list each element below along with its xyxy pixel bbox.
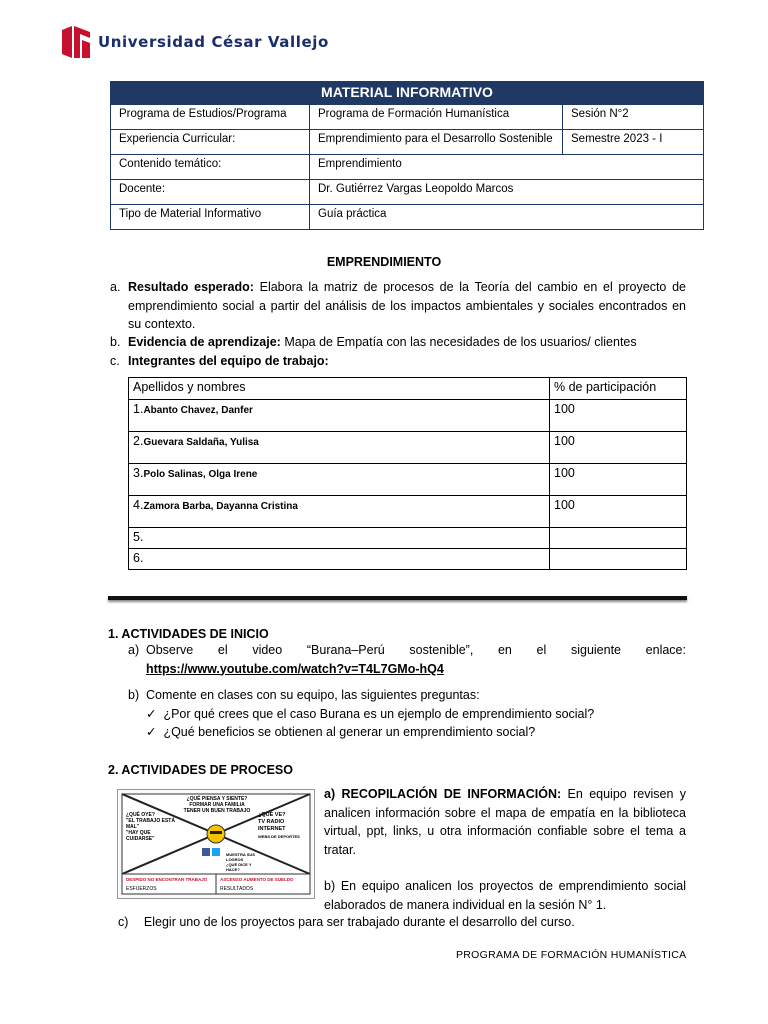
row-num: 4. [133,498,144,512]
check-icon: ✓ [146,725,157,739]
info-label: Programa de Estudios/Programa [111,105,310,130]
info-table [110,81,704,230]
info-label: Docente: [111,180,310,205]
item-b [110,333,686,352]
row-num: 1. [133,402,144,416]
item-label: RECOPILACIÓN DE INFORMACIÓN: [341,787,562,801]
table-row [111,205,704,230]
item-letter: a. [110,280,121,294]
item-text: Elegir uno de los proyectos para ser trabajado durante el desarrollo del curso. [143,915,575,929]
question-1: ¿Por qué crees que el caso Burana es un ejemplo de emprendimiento social? [163,706,595,721]
act1-b [128,686,686,742]
row-num: 6. [133,551,144,565]
act1-a-text: Observe el video “Burana–Perú sostenible”, en el siguiente enlace: [146,643,686,657]
info-value: Guía práctica [310,205,704,230]
item-letter: a) [128,643,140,657]
check-icon: ✓ [146,706,157,721]
act2-a [324,785,686,859]
map-hear-2: "HAY QUE CUIDARSE" [126,830,155,842]
section-title: EMPRENDIMIENTO [326,255,442,269]
table-row [111,130,704,155]
table-row [111,155,704,180]
table-row [129,464,687,496]
info-value: Emprendimiento para el Desarrollo Sostenible [310,130,563,155]
info-value: Programa de Formación Humanística [310,105,563,130]
act1-a [128,641,686,678]
map-think-2: TENER UN BUEN TRABAJO [183,808,251,814]
item-label: Resultado esperado: [128,280,254,294]
map-gain: ASCENSO AUMENTO DE SUELDO [220,877,294,882]
act1-title: 1. ACTIVIDADES DE INICIO [108,627,269,641]
map-gain-label: RESULTADOS [220,886,254,892]
team-table [128,377,687,570]
map-see-3: WEBS DE DEPORTES [258,834,300,839]
map-pain: DESPIDO NO ENCONTRAR TRABAJO [126,877,208,882]
item-letter: b) [128,688,140,702]
info-label: Experiencia Curricular: [111,130,310,155]
map-say-do: ¿QUÉ DICE Y HACE? [226,862,252,872]
info-extra: Semestre 2023 - I [563,130,704,155]
act2-b: b) En equipo analicen los proyectos de emprendimiento social elaborados de manera individual en la sesión N° 1. [324,879,686,912]
item-letter: b. [110,335,121,349]
table-row [129,496,687,528]
row-num: 5. [133,530,144,544]
map-do-1: MUESTRA SUS LOGROS [226,852,255,862]
item-text: Mapa de Empatía con las necesidades de los usuarios/ clientes [284,335,637,349]
map-think-1: FORMAR UNA FAMILIA [189,802,245,808]
member-name: Guevara Saldaña, Yulisa [143,437,259,448]
map-think-feel: ¿QUÉ PIENSA Y SIENTE? [186,796,248,802]
team-col-pct: % de participación [550,378,687,400]
item-text: En equipo revisen y analicen información sobre el mapa de empatía en la biblioteca virtual, ppt, links, u otra información confiable sobre el tema a tratar. [324,787,687,857]
table-row [129,528,687,549]
team-header-row [129,378,687,400]
item-letter: a) [324,787,336,801]
info-label: Contenido temático: [111,155,310,180]
item-text: Elabora la matriz de procesos de la Teoría del cambio en el proyecto de emprendimiento social a partir del análisis de los impactos ambientales y sociales encontrados en su contexto. [128,280,686,331]
table-row [111,180,704,205]
member-name: Zamora Barba, Dayanna Cristina [143,501,298,512]
member-pct [550,549,687,570]
item-letter: c) [118,915,129,929]
table-row [129,400,687,432]
table-row [111,105,704,130]
item-a [110,278,686,334]
team-col-name: Apellidos y nombres [129,378,550,400]
act2-title: 2. ACTIVIDADES DE PROCESO [108,763,293,777]
empathy-map-image [117,789,315,899]
member-pct: 100 [550,464,687,496]
table-row [129,549,687,570]
university-name: Universidad César Vallejo [98,33,329,51]
map-hear-1: "EL TRABAJO ESTÁ MAL" [126,818,175,830]
info-label: Tipo de Material Informativo [111,205,310,230]
row-num: 3. [133,466,144,480]
member-name: Polo Salinas, Olga Irene [143,469,258,480]
item-label: Integrantes del equipo de trabajo: [128,354,329,368]
item-c [110,352,686,371]
act2-c [118,913,686,932]
member-name: Abanto Chavez, Danfer [143,405,253,416]
video-link[interactable]: https://www.youtube.com/watch?v=T4L7GMo-hQ4 [146,661,444,676]
footer-program: PROGRAMA DE FORMACIÓN HUMANÍSTICA [456,949,687,961]
table-row [129,432,687,464]
map-see: ¿QUÉ VE? [258,812,286,818]
info-table-title: MATERIAL INFORMATIVO [111,82,704,105]
member-pct [550,528,687,549]
item-letter: c. [110,354,120,368]
info-value: Dr. Gutiérrez Vargas Leopoldo Marcos [310,180,704,205]
member-pct: 100 [550,432,687,464]
question-2: ¿Qué beneficios se obtienen al generar un emprendimiento social? [163,725,536,739]
university-logo-icon [62,26,90,58]
member-pct: 100 [550,496,687,528]
map-see-2: INTERNET [258,826,286,832]
info-extra: Sesión N°2 [563,105,704,130]
map-pain-label: ESFUERZOS [126,886,157,892]
map-see-1: TV RADIO [258,819,285,825]
divider [108,596,687,600]
member-pct: 100 [550,400,687,432]
item-label: Evidencia de aprendizaje: [128,335,281,349]
map-hear: ¿QUÉ OYE? [126,812,155,818]
info-value: Emprendimiento [310,155,704,180]
row-num: 2. [133,434,144,448]
act1-b-text: Comente en clases con su equipo, las siguientes preguntas: [146,688,480,702]
